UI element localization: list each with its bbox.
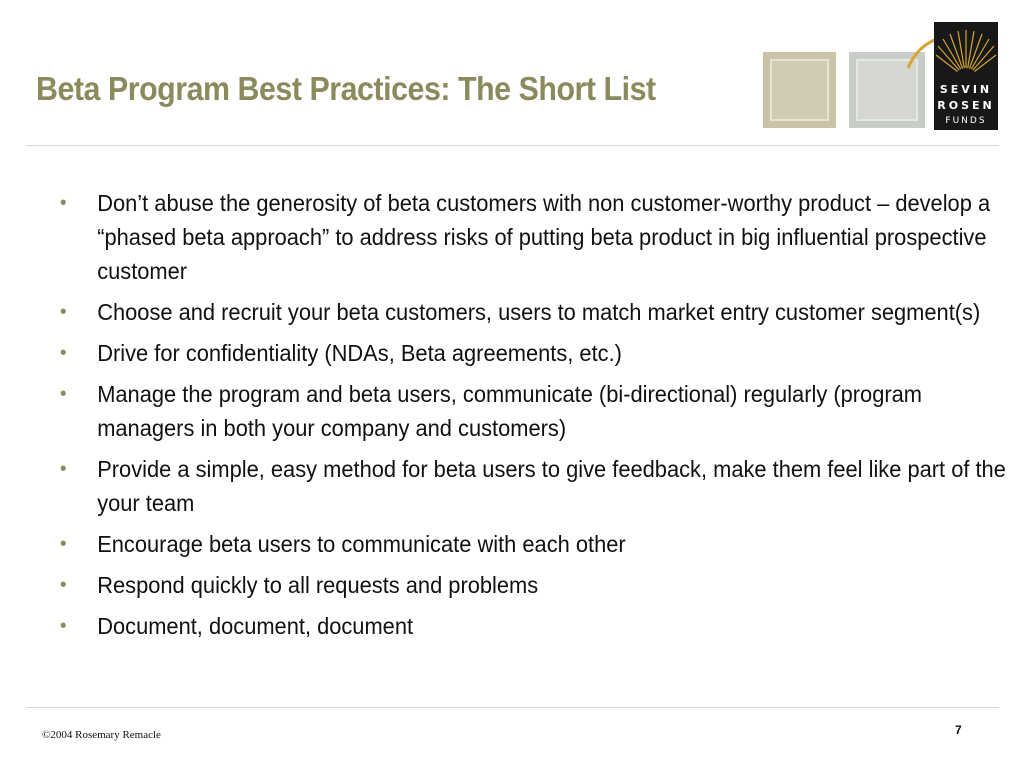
- bullet-text: Encourage beta users to communicate with each other: [97, 531, 626, 557]
- slide-title: Beta Program Best Practices: The Short List: [36, 70, 656, 107]
- list-item: [60, 336, 1009, 370]
- logo-line-sevin: SEVIN: [939, 83, 993, 96]
- bullet-icon: •: [60, 615, 67, 637]
- bullet-text: Drive for confidentiality (NDAs, Beta agreements, etc.): [97, 340, 622, 366]
- bullet-text: Document, document, document: [97, 613, 414, 639]
- logo-line-funds: FUNDS: [945, 116, 987, 126]
- bullet-text: Choose and recruit your beta customers, users to match market entry customer segment(s): [97, 299, 981, 325]
- bullet-icon: •: [60, 301, 67, 323]
- bullet-icon: •: [60, 574, 67, 596]
- list-item: [60, 452, 1009, 520]
- bullet-icon: •: [60, 192, 67, 214]
- bullet-list: [60, 186, 1006, 650]
- bullet-icon: •: [60, 342, 67, 364]
- list-item: [60, 609, 1009, 643]
- bullet-text: Provide a simple, easy method for beta users to give feedback, make them feel like part of the your team: [97, 456, 1006, 516]
- bullet-icon: •: [60, 533, 67, 555]
- page-number: 7: [955, 723, 962, 737]
- header-divider: [26, 145, 999, 146]
- list-item: [60, 568, 1009, 602]
- sunburst-icon: [934, 22, 998, 82]
- bullet-icon: •: [60, 458, 67, 480]
- logo-line-rosen: ROSEN: [937, 99, 995, 112]
- bullet-icon: •: [60, 383, 67, 405]
- list-item: [60, 527, 1009, 561]
- list-item: [60, 377, 1009, 445]
- list-item: [60, 295, 1009, 329]
- bullet-text: Don’t abuse the generosity of beta customers with non customer-worthy product – develop a “phased beta approach” to address risks of putting beta product in big influential prospective customer: [97, 190, 991, 284]
- bullet-text: Respond quickly to all requests and problems: [97, 572, 539, 598]
- bullet-text: Manage the program and beta users, communicate (bi-directional) regularly (program managers in both your company and customers): [97, 381, 923, 441]
- footer-divider: [26, 707, 999, 708]
- decorative-tan-square: [763, 52, 836, 128]
- list-item: [60, 186, 1009, 288]
- copyright-notice: ©2004 Rosemary Remacle: [42, 729, 161, 741]
- sevin-rosen-logo: [934, 22, 998, 130]
